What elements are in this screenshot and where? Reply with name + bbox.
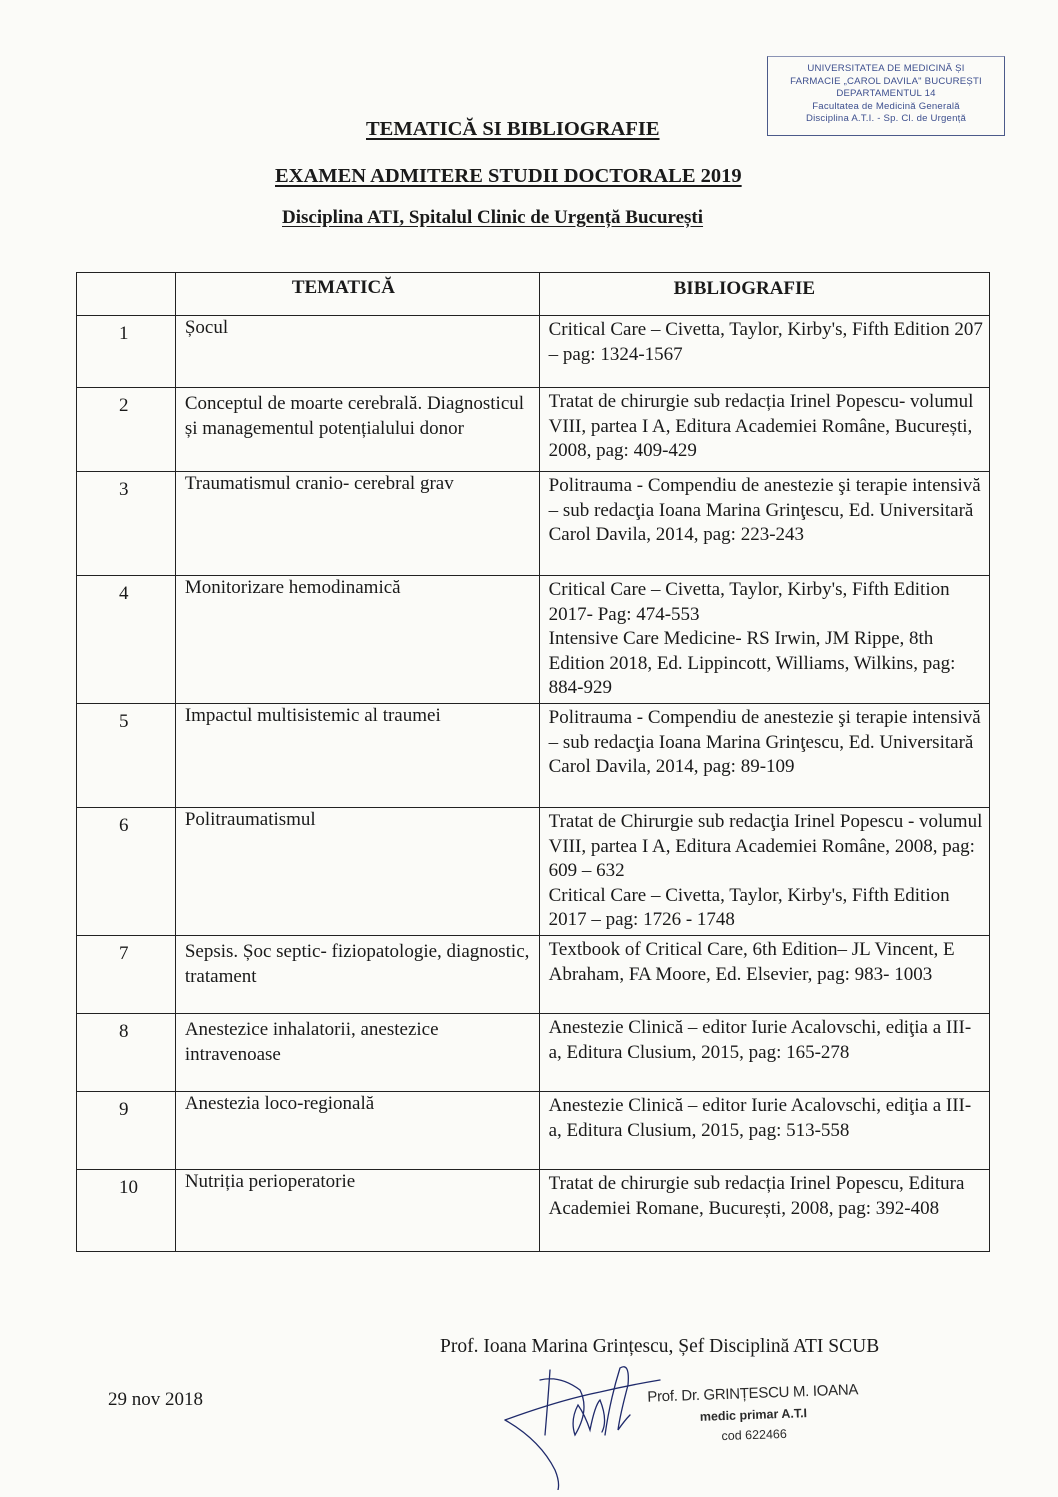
- column-header-bibliografie: BIBLIOGRAFIE: [539, 273, 989, 316]
- row-number: 1: [77, 316, 176, 388]
- row-bibliografie: [539, 1170, 989, 1252]
- row-tematica: Anestezice inhalatorii, anestezice intravenoase: [175, 1014, 539, 1092]
- stamp-line: DEPARTAMENTUL 14: [836, 88, 936, 99]
- bibliography-entry: Textbook of Critical Care, 6th Edition– JL Vincent, E Abraham, FA Moore, Ed. Elsevier, pag: 983- 1003: [548, 939, 955, 985]
- bibliography-entry: Intensive Care Medicine- RS Irwin, JM Rippe, 8th Edition 2018, Ed. Lippincott, Williams, Wilkins, pag: 884-929: [548, 628, 956, 698]
- row-bibliografie: [539, 936, 989, 1014]
- row-tematica: Monitorizare hemodinamică: [175, 576, 539, 704]
- document-date: 29 nov 2018: [108, 1389, 203, 1410]
- table-row: [77, 1014, 990, 1092]
- table-row: [77, 576, 990, 704]
- bibliography-entry: Tratat de Chirurgie sub redacţia Irinel Popescu - volumul VIII, partea I A, Editura Academiei Române, 2008, pag: 609 – 632: [548, 811, 983, 881]
- table-header-row: [77, 273, 990, 316]
- row-tematica: Conceptul de moarte cerebrală. Diagnosticul și managementul potențialului donor: [175, 388, 539, 472]
- row-tematica: Traumatismul cranio- cerebral grav: [175, 472, 539, 576]
- bibliography-entry: Politrauma - Compendiu de anestezie şi terapie intensivă – sub redacţia Ioana Marina Grinţescu, Ed. Universitară Carol Davila, 2014, pag: 89-109: [548, 707, 981, 777]
- row-number: 8: [77, 1014, 176, 1092]
- row-tematica: Impactul multisistemic al traumei: [175, 704, 539, 808]
- university-stamp: [767, 56, 1005, 136]
- row-number: 3: [77, 472, 176, 576]
- table-row: [77, 704, 990, 808]
- document-title: TEMATICĂ SI BIBLIOGRAFIE: [366, 118, 660, 140]
- table-row: [77, 1170, 990, 1252]
- topics-table: [76, 272, 990, 1252]
- stamp-line: FARMACIE „CAROL DAVILA" BUCUREȘTI: [790, 75, 982, 87]
- row-number: 4: [77, 576, 176, 704]
- stamp-line: Disciplina A.T.I. - Sp. Cl. de Urgență: [805, 113, 967, 124]
- row-bibliografie: [539, 316, 989, 388]
- bibliography-entry: Critical Care – Civetta, Taylor, Kirby's, Fifth Edition 2017 – pag: 1726 - 1748: [548, 884, 950, 930]
- row-tematica: Politraumatismul: [175, 808, 539, 936]
- table-row: [77, 808, 990, 936]
- seal-name: Prof. Dr. GRINȚESCU M. IOANA: [647, 1381, 859, 1406]
- stamp-line: UNIVERSITATEA DE MEDICINĂ ȘI: [807, 63, 965, 74]
- document-subtitle: EXAMEN ADMITERE STUDII DOCTORALE 2019: [275, 165, 742, 187]
- table-row: [77, 1092, 990, 1170]
- row-number: 2: [77, 388, 176, 472]
- row-tematica: Sepsis. Șoc septic- fiziopatologie, diagnostic, tratament: [175, 936, 539, 1014]
- row-bibliografie: [539, 704, 989, 808]
- table-row: [77, 936, 990, 1014]
- column-header-number: [77, 273, 176, 316]
- seal-code: cod 622466: [721, 1426, 788, 1444]
- row-tematica: Nutriția perioperatorie: [175, 1170, 539, 1252]
- signatory-name: Prof. Ioana Marina Grințescu, Șef Disciplină ATI SCUB: [440, 1336, 880, 1357]
- column-header-tematica: TEMATICĂ: [175, 273, 539, 316]
- bibliography-entry: Tratat de chirurgie sub redacția Irinel Popescu, Editura Academiei Romane, București, 2008, pag: 392-408: [548, 1173, 965, 1219]
- bibliography-entry: Anestezie Clinică – editor Iurie Acalovschi, ediţia a III-a, Editura Clusium, 2015, pag: 513-558: [548, 1095, 972, 1141]
- row-tematica: Șocul: [175, 316, 539, 388]
- table-row: [77, 316, 990, 388]
- row-number: 5: [77, 704, 176, 808]
- seal-role: medic primar A.T.I: [699, 1406, 808, 1424]
- bibliography-entry: Anestezie Clinică – editor Iurie Acalovschi, ediţia a III-a, Editura Clusium, 2015, pag: 165-278: [548, 1017, 972, 1063]
- row-bibliografie: [539, 1092, 989, 1170]
- doctor-seal: [647, 1381, 860, 1445]
- row-number: 9: [77, 1092, 176, 1170]
- row-bibliografie: [539, 472, 989, 576]
- bibliography-entry: Critical Care – Civetta, Taylor, Kirby's, Fifth Edition 207 – pag: 1324-1567: [548, 319, 983, 365]
- row-number: 7: [77, 936, 176, 1014]
- stamp-line: Facultatea de Medicină Generală: [812, 100, 960, 112]
- row-bibliografie: [539, 576, 989, 704]
- table-row: [77, 472, 990, 576]
- bibliography-entry: Tratat de chirurgie sub redacția Irinel Popescu- volumul VIII, partea I A, Editura Academiei Române, București, 2008, pag: 409-429: [548, 391, 974, 461]
- row-number: 10: [77, 1170, 176, 1252]
- row-bibliografie: [539, 808, 989, 936]
- row-bibliografie: [539, 388, 989, 472]
- row-bibliografie: [539, 1014, 989, 1092]
- discipline-heading: Disciplina ATI, Spitalul Clinic de Urgență București: [282, 207, 704, 228]
- row-number: 6: [77, 808, 176, 936]
- table-row: [77, 388, 990, 472]
- bibliography-entry: Critical Care – Civetta, Taylor, Kirby's, Fifth Edition 2017- Pag: 474-553: [548, 579, 950, 625]
- bibliography-entry: Politrauma - Compendiu de anestezie şi terapie intensivă – sub redacţia Ioana Marina Grinţescu, Ed. Universitară Carol Davila, 2014, pag: 223-243: [548, 475, 981, 545]
- row-tematica: Anestezia loco-regională: [175, 1092, 539, 1170]
